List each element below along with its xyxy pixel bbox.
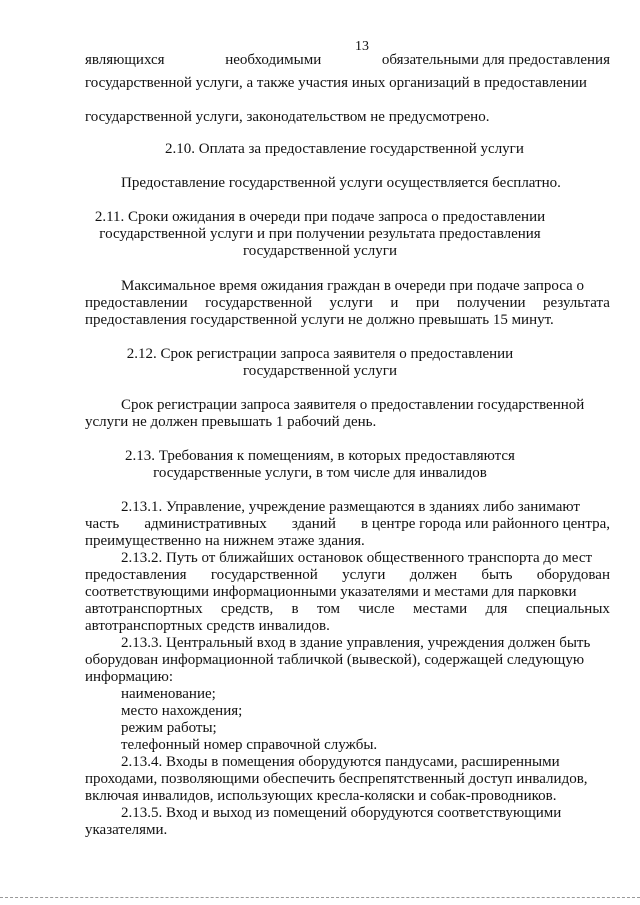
section-heading-2-12-line-1: 2.12. Срок регистрации запроса заявителя о предоставлении (126, 346, 514, 362)
word: специальных (525, 601, 610, 617)
word: услуги (342, 567, 386, 583)
para-2-13-1-line-1: 2.13.1. Управление, учреждение размещаются в зданиях либо занимают (121, 499, 580, 515)
word: местами (413, 601, 468, 617)
word: получении (456, 295, 526, 311)
word: зданий (291, 516, 336, 532)
section-2-11-line-1: Максимальное время ожидания граждан в очереди при подаче запроса о (121, 278, 584, 294)
list-item: режим работы; (121, 720, 217, 736)
word: быть (481, 567, 513, 583)
list-item: телефонный номер справочной службы. (121, 737, 378, 753)
word: предоставления (85, 567, 187, 583)
para-2-13-2-line-4 (85, 601, 610, 618)
intro-line-2: государственной услуги, а также участия иных организаций в предоставлении (85, 75, 587, 91)
para-2-13-4-line-1: 2.13.4. Входы в помещения оборудуются пандусами, расширенными (121, 754, 560, 770)
list-item: место нахождения; (121, 703, 243, 719)
section-heading-2-12-line-2: государственной услуги (243, 363, 397, 379)
word: предоставлении (85, 295, 188, 311)
page-bottom-edge (0, 897, 640, 898)
para-2-13-3-line-3: информацию: (85, 669, 174, 685)
para-2-13-1-line-3: преимущественно на нижнем этаже здания. (85, 533, 365, 549)
intro-line-3: государственной услуги, законодательством не предусмотрено. (85, 109, 490, 125)
para-2-13-3-line-2: оборудован информационной табличкой (вывеской), содержащей следующую (85, 652, 585, 668)
word: при (415, 295, 440, 311)
word: являющихся (85, 52, 165, 68)
word: и (390, 295, 399, 311)
word: обязательными для предоставления (381, 52, 610, 68)
section-2-12-line-2: услуги не должен превышать 1 рабочий день. (85, 414, 377, 430)
section-heading-2-11-line-2: государственной услуги и при получении результата предоставления (99, 226, 541, 242)
word: государственной (205, 295, 313, 311)
word: числе (358, 601, 395, 617)
para-2-13-4-line-3: включая инвалидов, использующих кресла-коляски и собак-проводников. (85, 788, 557, 804)
word: оборудован (536, 567, 610, 583)
para-2-13-2-line-2 (85, 567, 610, 584)
page-number: 13 (355, 39, 369, 54)
word: необходимыми (225, 52, 322, 68)
word: автотранспортных (85, 601, 203, 617)
section-heading-2-10: 2.10. Оплата за предоставление государственной услуги (165, 141, 524, 157)
para-2-13-2-line-3: соответствующими информационными указателями и местами для парковки (85, 584, 577, 600)
word: в (291, 601, 299, 617)
word: для (485, 601, 508, 617)
section-2-10-text: Предоставление государственной услуги осуществляется бесплатно. (121, 175, 561, 191)
word: часть (85, 516, 120, 532)
section-2-11-line-2 (85, 295, 610, 312)
word: в центре города или районного центра, (360, 516, 610, 532)
para-2-13-3-line-1: 2.13.3. Центральный вход в здание управления, учреждения должен быть (121, 635, 591, 651)
word: услуги (329, 295, 373, 311)
word: средств, (220, 601, 274, 617)
section-heading-2-11-line-3: государственной услуги (243, 243, 397, 259)
section-2-12-line-1: Срок регистрации запроса заявителя о предоставлении государственной (121, 397, 585, 413)
section-2-11-line-3: предоставления государственной услуги не должно превышать 15 минут. (85, 312, 554, 328)
word: должен (409, 567, 458, 583)
section-heading-2-11-line-1: 2.11. Сроки ожидания в очереди при подаче запроса о предоставлении (94, 209, 546, 225)
word: государственной (210, 567, 318, 583)
word: административных (144, 516, 267, 532)
para-2-13-5-line-2: указателями. (85, 822, 168, 838)
list-item: наименование; (121, 686, 216, 702)
word: результата (543, 295, 610, 311)
intro-line-1 (85, 52, 610, 69)
para-2-13-2-line-5: автотранспортных средств инвалидов. (85, 618, 330, 634)
para-2-13-1-line-2 (85, 516, 610, 533)
word: том (316, 601, 341, 617)
section-heading-2-13-line-2: государственные услуги, в том числе для инвалидов (153, 465, 487, 481)
section-heading-2-13-line-1: 2.13. Требования к помещениям, в которых предоставляются (125, 448, 515, 464)
para-2-13-2-line-1: 2.13.2. Путь от ближайших остановок общественного транспорта до мест (121, 550, 593, 566)
para-2-13-4-line-2: проходами, позволяющими обеспечить беспрепятственный доступ инвалидов, (85, 771, 588, 787)
para-2-13-5-line-1: 2.13.5. Вход и выход из помещений оборудуются соответствующими (121, 805, 562, 821)
